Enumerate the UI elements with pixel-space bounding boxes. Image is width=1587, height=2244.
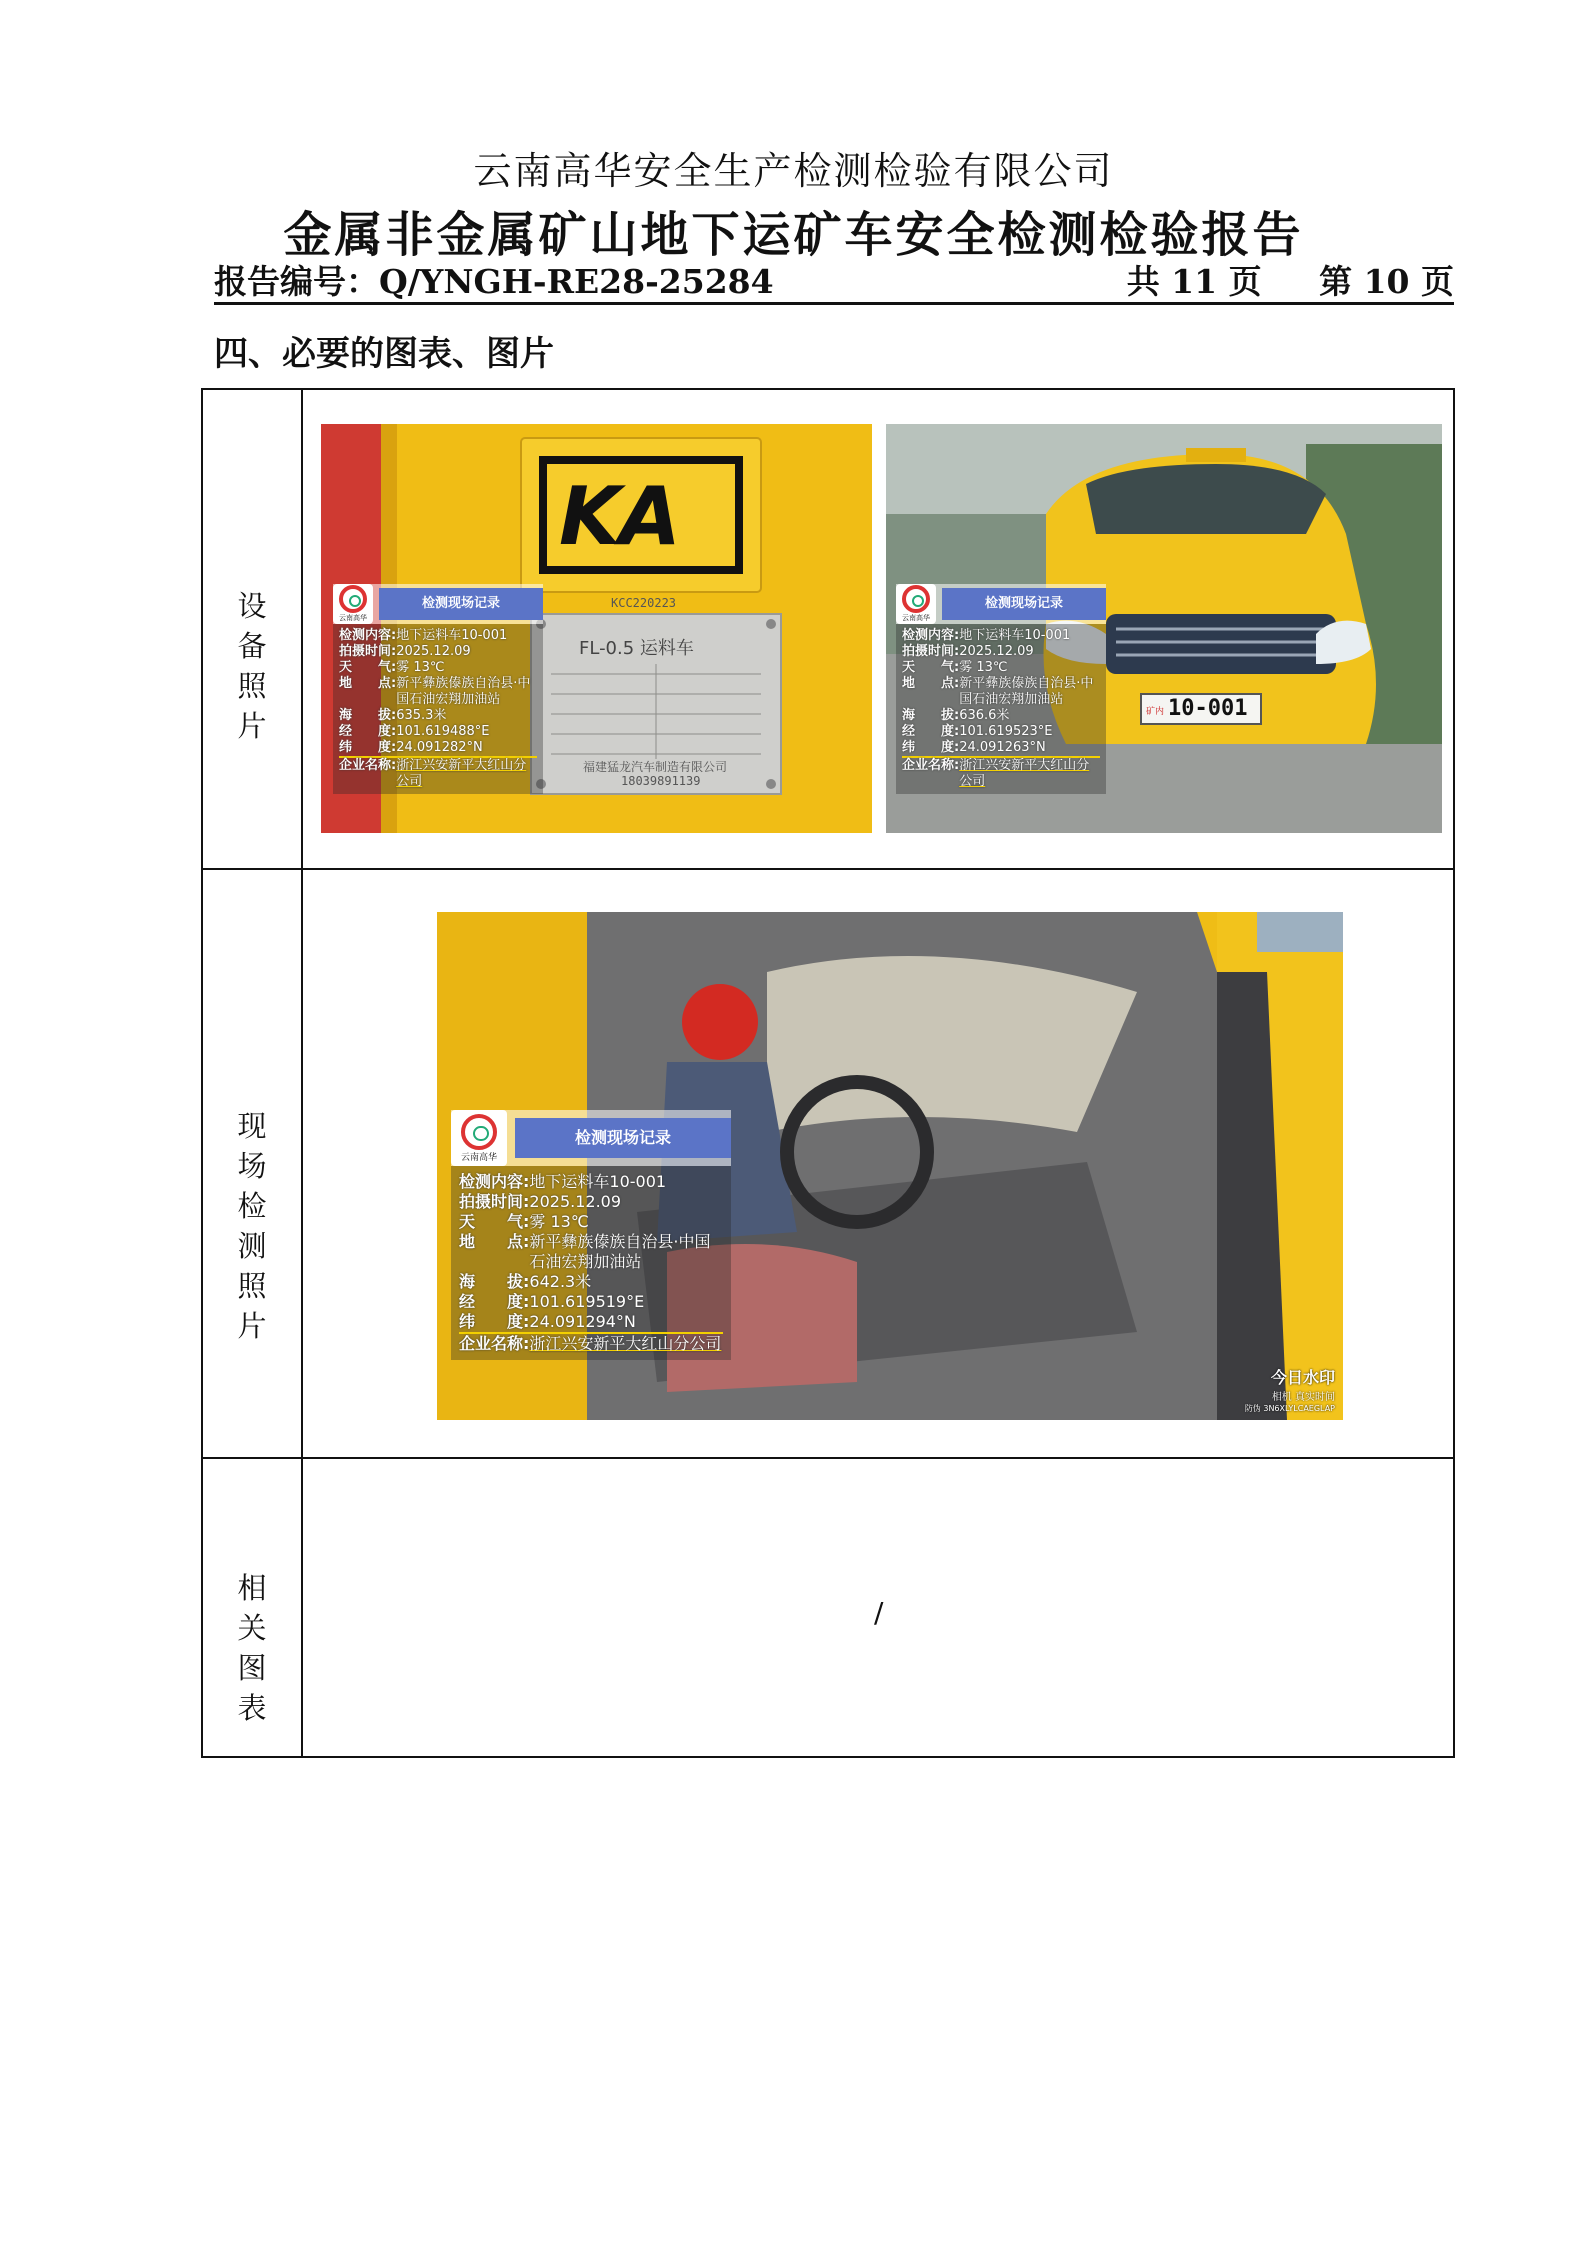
field-value: 24.091282°N xyxy=(396,740,483,755)
nameplate-photo xyxy=(321,424,872,833)
watermark-field xyxy=(339,724,537,740)
field-value: 101.619523°E xyxy=(959,724,1053,739)
watermark-logo xyxy=(333,584,373,624)
watermark-field xyxy=(459,1312,723,1332)
vehicle-front-photo xyxy=(886,424,1442,833)
site-photo-label: 现场检测照片 xyxy=(237,1109,267,1343)
field-value: 636.6米 xyxy=(959,708,1010,723)
field-value: 雾 13℃ xyxy=(959,660,1008,675)
watermark-panel-1 xyxy=(333,584,543,794)
watermark-field xyxy=(902,628,1100,644)
report-meta-row xyxy=(214,256,1454,305)
company-value: 浙江兴安新平大红山分公司 xyxy=(959,758,1090,789)
field-key: 检测内容: xyxy=(459,1172,530,1191)
license-plate-region: 矿内 xyxy=(1146,707,1165,717)
watermark-company xyxy=(902,756,1100,790)
watermark-field xyxy=(459,1292,723,1312)
field-key: 经 度: xyxy=(339,724,397,739)
watermark-field xyxy=(902,724,1100,740)
page-indicator xyxy=(1119,256,1454,303)
watermark-field xyxy=(339,676,537,708)
watermark-logo-text: 云南高华 xyxy=(902,614,930,622)
watermark-panel-3 xyxy=(451,1110,731,1360)
related-chart-empty-mark: / xyxy=(874,1596,884,1629)
company-value: 浙江兴安新平大红山分公司 xyxy=(396,758,527,789)
company-name: 云南高华安全生产检测检验有限公司 xyxy=(473,149,1114,193)
row-divider-1 xyxy=(203,868,1453,870)
license-plate-number: 10-001 xyxy=(1168,696,1248,721)
cab-inspection-photo xyxy=(437,912,1343,1420)
column-divider xyxy=(301,390,303,1756)
field-key: 检测内容: xyxy=(339,628,397,643)
field-key: 经 度: xyxy=(902,724,960,739)
watermark-logo-text: 云南高华 xyxy=(460,1152,497,1163)
equipment-photo-label: 设备照片 xyxy=(237,589,267,743)
watermark-panel-2 xyxy=(896,584,1106,794)
field-key: 纬 度: xyxy=(459,1312,530,1331)
watermark-badge: 检测现场记录 xyxy=(942,588,1106,620)
company-key: 企业名称: xyxy=(459,1334,530,1353)
watermark-badge: 检测现场记录 xyxy=(515,1118,731,1158)
watermark-logo-text: 云南高华 xyxy=(339,614,367,622)
watermark-field xyxy=(339,740,537,756)
field-value: 101.619519°E xyxy=(529,1292,645,1311)
field-value: 2025.12.09 xyxy=(959,644,1034,659)
field-key: 地 点: xyxy=(339,676,397,691)
field-value: 642.3米 xyxy=(529,1272,592,1291)
watermark-field xyxy=(459,1272,723,1292)
report-number: 报告编号：Q/YNGH-RE28-25284 xyxy=(214,262,774,301)
field-value: 新平彝族傣族自治县·中国石油宏翔加油站 xyxy=(959,676,1094,707)
brand-code: 防伪 3N6XLYLCAEGLAP xyxy=(1244,1404,1335,1413)
company-value: 浙江兴安新平大红山分公司 xyxy=(529,1334,722,1353)
current-page: 第 10 页 xyxy=(1319,262,1454,301)
field-key: 天 气: xyxy=(459,1212,530,1231)
watermark-company xyxy=(459,1332,723,1354)
row-divider-2 xyxy=(203,1457,1453,1459)
watermark-logo xyxy=(451,1110,507,1166)
field-key: 地 点: xyxy=(902,676,960,691)
field-key: 拍摄时间: xyxy=(339,644,397,659)
figures-table xyxy=(201,388,1455,1758)
field-key: 天 气: xyxy=(339,660,397,675)
plate-phone: 18039891139 xyxy=(621,774,701,788)
field-key: 拍摄时间: xyxy=(902,644,960,659)
field-key: 经 度: xyxy=(459,1292,530,1311)
field-value: 新平彝族傣族自治县·中国石油宏翔加油站 xyxy=(529,1232,711,1271)
field-value: 101.619488°E xyxy=(396,724,490,739)
field-value: 2025.12.09 xyxy=(396,644,471,659)
field-key: 天 气: xyxy=(902,660,960,675)
brand-title: 今日水印 xyxy=(1270,1368,1335,1387)
watermark-field xyxy=(902,644,1100,660)
plate-maker: 福建猛龙汽车制造有限公司 xyxy=(583,760,728,774)
watermark-field xyxy=(459,1232,723,1272)
field-key: 地 点: xyxy=(459,1232,530,1251)
watermark-badge: 检测现场记录 xyxy=(379,588,543,620)
watermark-field xyxy=(339,708,537,724)
related-chart-label: 相关图表 xyxy=(237,1571,267,1725)
field-value: 24.091294°N xyxy=(529,1312,636,1331)
company-key: 企业名称: xyxy=(339,758,397,773)
watermark-field xyxy=(459,1192,723,1212)
watermark-field xyxy=(902,708,1100,724)
watermark-logo xyxy=(896,584,936,624)
field-value: 地下运料车10-001 xyxy=(529,1172,667,1191)
field-key: 海 拔: xyxy=(459,1272,530,1291)
field-value: 新平彝族傣族自治县·中国石油宏翔加油站 xyxy=(396,676,531,707)
field-value: 雾 13℃ xyxy=(529,1212,589,1231)
field-value: 雾 13℃ xyxy=(396,660,445,675)
watermark-field xyxy=(459,1172,723,1192)
plate-code: KCC220223 xyxy=(611,596,677,610)
brand-subtitle: 相机 真实时间 xyxy=(1271,1392,1335,1403)
watermark-field xyxy=(339,644,537,660)
total-pages: 共 11 页 xyxy=(1126,262,1262,301)
field-value: 24.091263°N xyxy=(959,740,1046,755)
field-value: 635.3米 xyxy=(396,708,447,723)
watermark-field xyxy=(339,628,537,644)
field-key: 纬 度: xyxy=(339,740,397,755)
field-key: 检测内容: xyxy=(902,628,960,643)
watermark-field xyxy=(459,1212,723,1232)
watermark-field xyxy=(902,740,1100,756)
field-key: 海 拔: xyxy=(902,708,960,723)
ka-mark: KA xyxy=(559,470,679,563)
field-value: 2025.12.09 xyxy=(529,1192,622,1211)
plate-model: FL-0.5 运料车 xyxy=(579,638,694,659)
field-key: 纬 度: xyxy=(902,740,960,755)
report-title: 金属非金属矿山地下运矿车安全检测检验报告 xyxy=(283,207,1304,263)
field-key: 海 拔: xyxy=(339,708,397,723)
watermark-field xyxy=(339,660,537,676)
section-title: 四、必要的图表、图片 xyxy=(214,334,554,374)
watermark-field xyxy=(902,676,1100,708)
field-value: 地下运料车10-001 xyxy=(396,628,508,643)
field-value: 地下运料车10-001 xyxy=(959,628,1071,643)
watermark-company xyxy=(339,756,537,790)
watermark-field xyxy=(902,660,1100,676)
company-key: 企业名称: xyxy=(902,758,960,773)
field-key: 拍摄时间: xyxy=(459,1192,530,1211)
brand-watermark xyxy=(1245,1365,1335,1414)
